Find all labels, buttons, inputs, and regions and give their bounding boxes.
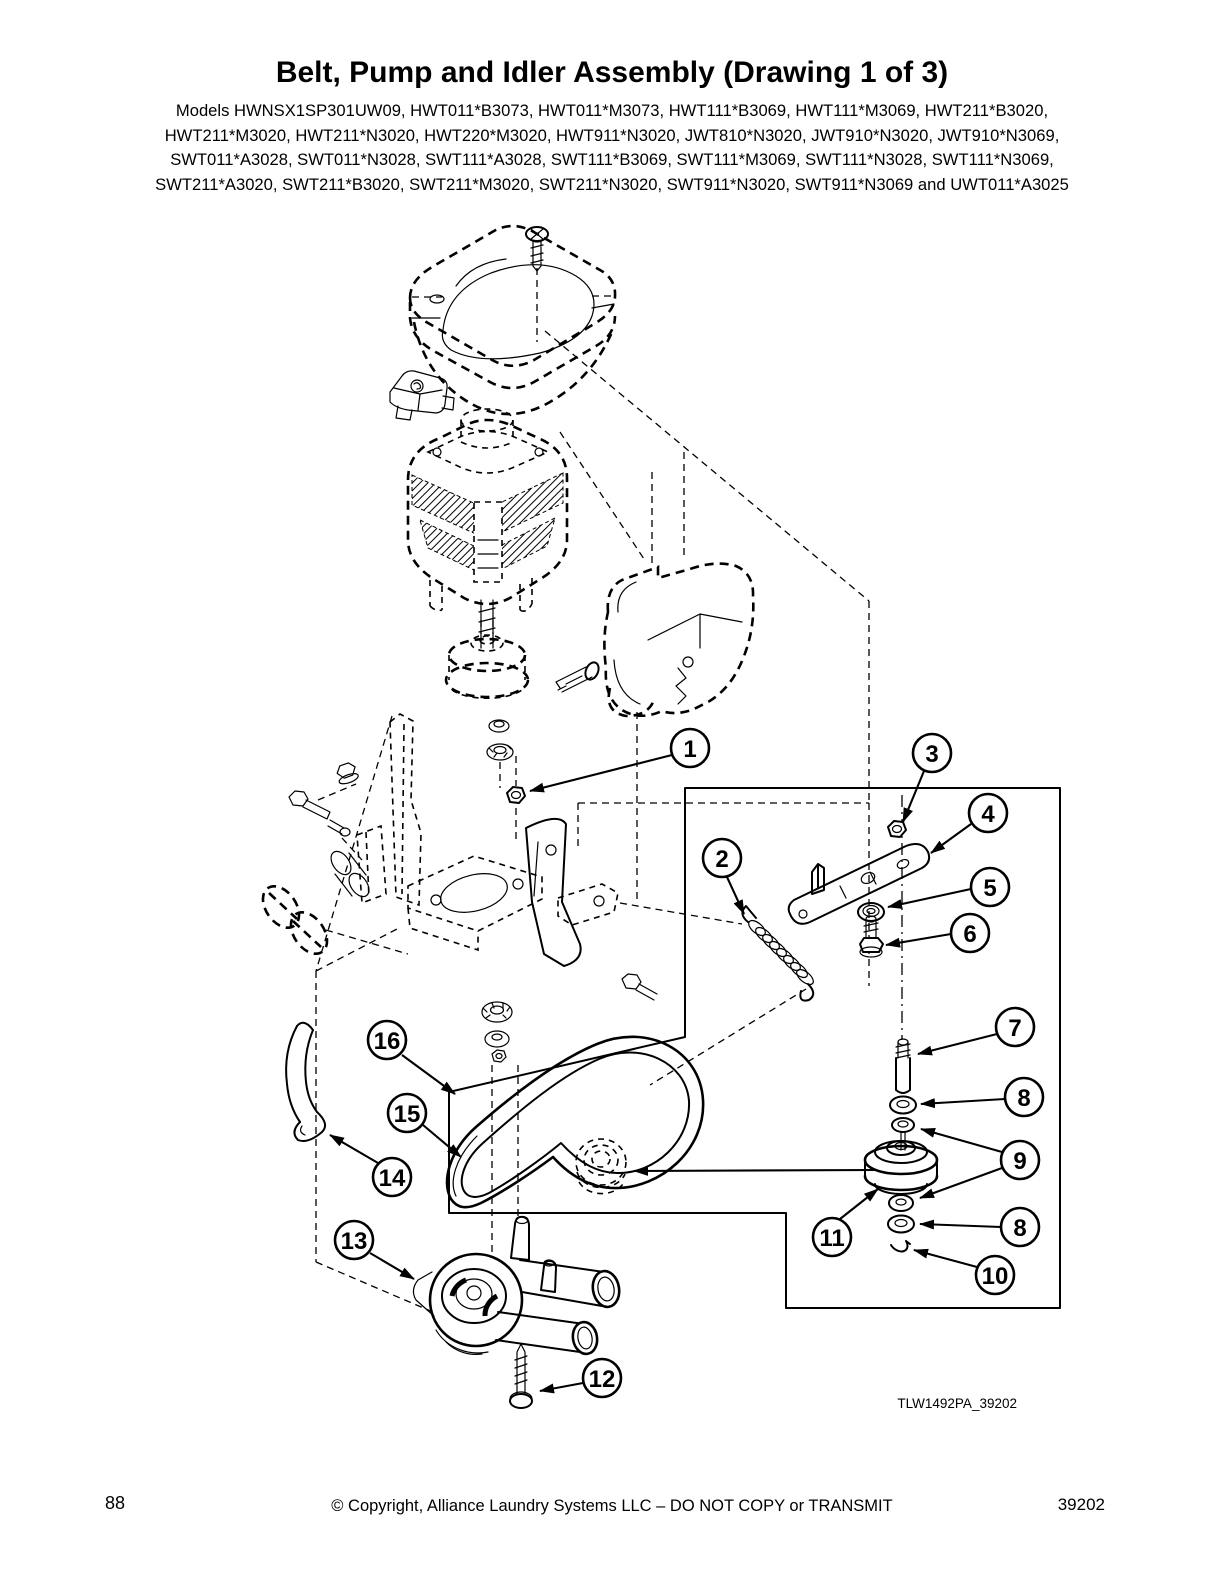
svg-text:7: 7: [1008, 1015, 1022, 1042]
callout-10: [976, 1256, 1014, 1294]
svg-text:4: 4: [981, 801, 995, 828]
callout-7: [996, 1008, 1034, 1046]
callout-14: [373, 1158, 411, 1196]
pump: [413, 1217, 621, 1356]
svg-text:12: 12: [588, 1366, 616, 1393]
document-number: 39202: [1057, 1495, 1105, 1514]
page-number: 88: [105, 1493, 126, 1513]
svg-text:6: 6: [963, 921, 977, 948]
callout-15: [388, 1094, 426, 1132]
idler-assembly: [742, 821, 937, 1251]
callout-4: [969, 794, 1007, 832]
callout-13: [335, 1221, 373, 1259]
callout-5: [971, 868, 1009, 906]
svg-text:15: 15: [393, 1101, 421, 1128]
idler-spring: [742, 906, 815, 1001]
svg-text:5: 5: [983, 875, 997, 902]
motor: [408, 409, 567, 648]
svg-text:13: 13: [340, 1228, 368, 1255]
callout-9: [1001, 1141, 1039, 1179]
mount-fasteners: [256, 761, 386, 960]
figure-code: TLW1492PA_39202: [897, 1396, 1017, 1411]
svg-text:8: 8: [1017, 1085, 1031, 1112]
models-line: Models HWNSX1SP301UW09, HWT011*B3073, HWT011*M3073, HWT111*B3069, HWT111*M3069, HWT211*B3020,: [175, 101, 1049, 120]
nut-part-1: [507, 787, 525, 803]
callout-16: [368, 1021, 406, 1059]
copyright-notice: © Copyright, Alliance Laundry Systems LLC – DO NOT COPY or TRANSMIT: [331, 1497, 893, 1515]
motor-switch: [390, 371, 454, 420]
svg-text:8: 8: [1013, 1215, 1027, 1242]
svg-text:11: 11: [819, 1225, 845, 1252]
hose-part-14: [286, 1023, 325, 1141]
page-title: Belt, Pump and Idler Assembly (Drawing 1 of 3): [275, 56, 949, 89]
models-line: SWT211*A3020, SWT211*B3020, SWT211*M3020, SWT211*N3020, SWT911*N3020, SWT911*N3069 and UWT011*A3025: [155, 174, 1069, 194]
callout-3: [913, 734, 951, 772]
svg-text:14: 14: [378, 1165, 406, 1192]
models-line: HWT211*M3020, HWT211*N3020, HWT220*M3020, HWT911*N3020, JWT810*N3020, JWT910*N3020, JWT910*N3069,: [164, 125, 1060, 145]
callout-2: [703, 839, 741, 877]
callout-8-upper: [1005, 1078, 1043, 1116]
idler-pulley-position: [576, 1139, 626, 1194]
idler-pulley: [865, 1141, 937, 1194]
callout-11: [813, 1218, 851, 1256]
pump-screw: [510, 1344, 532, 1408]
svg-text:16: 16: [373, 1028, 401, 1055]
models-line: SWT011*A3028, SWT011*N3028, SWT111*A3028, SWT111*B3069, SWT111*M3069, SWT111*N3028, SWT111*N3069,: [170, 150, 1054, 170]
callout-8-lower: [1001, 1208, 1039, 1246]
motor-cover: [410, 226, 615, 414]
drive-pulley: [446, 635, 528, 698]
belt-guard: [604, 564, 753, 716]
pulley-set-screw: [556, 660, 601, 692]
assembly-box: [449, 788, 1060, 1308]
callout-1: [671, 729, 709, 767]
svg-text:1: 1: [683, 736, 697, 763]
motor-bracket: [390, 714, 657, 1062]
callout-6: [951, 914, 989, 952]
svg-text:2: 2: [715, 846, 729, 873]
svg-text:10: 10: [981, 1263, 1009, 1290]
svg-text:9: 9: [1013, 1148, 1027, 1175]
callout-12: [583, 1359, 621, 1397]
svg-text:3: 3: [925, 741, 939, 768]
pulley-position-arrow: [634, 1170, 876, 1171]
